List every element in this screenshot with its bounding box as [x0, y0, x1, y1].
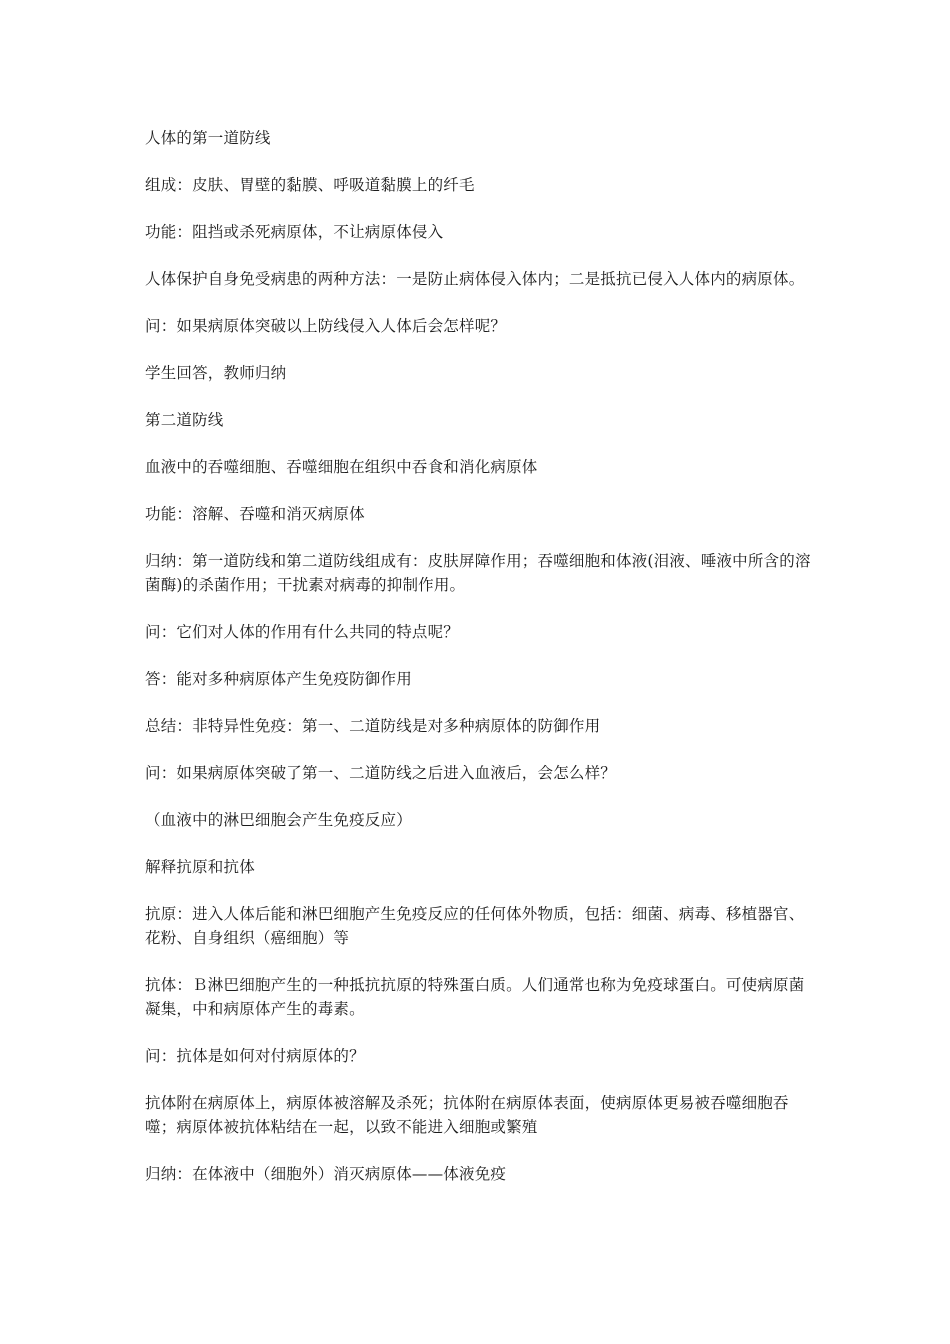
heading-first-defense: 人体的第一道防线	[145, 129, 271, 147]
second-defense-composition: 血液中的吞噬细胞、吞噬细胞在组织中吞食和消化病原体	[145, 458, 538, 476]
summary-humoral-immunity: 归纳：在体液中（细胞外）消灭病原体——体液免疫	[145, 1165, 507, 1183]
answer-common-feature: 答：能对多种病原体产生免疫防御作用	[145, 670, 412, 688]
antigen-definition: 抗原：进入人体后能和淋巴细胞产生免疫反应的任何体外物质，包括：细菌、病毒、移植器官、花粉、自身组织（癌细胞）等	[145, 905, 805, 947]
heading-second-defense: 第二道防线	[145, 411, 224, 429]
question-common-feature: 问：它们对人体的作用有什么共同的特点呢？	[145, 623, 460, 641]
antibody-definition: 抗体：Ｂ淋巴细胞产生的一种抵抗抗原的特殊蛋白质。人们通常也称为免疫球蛋白。可使病原菌凝集，中和病原体产生的毒素。	[145, 976, 805, 1018]
question-antibody-action: 问：抗体是如何对付病原体的？	[145, 1047, 365, 1065]
second-defense-function: 功能：溶解、吞噬和消灭病原体	[145, 505, 365, 523]
heading-antigen-antibody: 解释抗原和抗体	[145, 858, 255, 876]
summary-first-second: 归纳：第一道防线和第二道防线组成有：皮肤屏障作用；吞噬细胞和体液(泪液、唾液中所含的溶菌酶)的杀菌作用；干扰素对病毒的抑制作用。	[145, 552, 811, 594]
conclusion-nonspecific: 总结：非特异性免疫：第一、二道防线是对多种病原体的防御作用	[145, 717, 601, 735]
question-blood-entry: 问：如果病原体突破了第一、二道防线之后进入血液后，会怎么样？	[145, 764, 617, 782]
first-defense-function: 功能：阻挡或杀死病原体，不让病原体侵入	[145, 223, 444, 241]
protection-methods: 人体保护自身免受病患的两种方法：一是防止病体侵入体内；二是抵抗已侵入人体内的病原体。	[145, 270, 805, 288]
document-body	[145, 126, 813, 1209]
first-defense-composition: 组成：皮肤、胃壁的黏膜、呼吸道黏膜上的纤毛	[145, 176, 475, 194]
student-answer-note: 学生回答，教师归纳	[145, 364, 287, 382]
lymphocyte-response: （血液中的淋巴细胞会产生免疫反应）	[145, 811, 412, 829]
question-breach: 问：如果病原体突破以上防线侵入人体后会怎样呢？	[145, 317, 507, 335]
antibody-action: 抗体附在病原体上，病原体被溶解及杀死；抗体附在病原体表面，使病原体更易被吞噬细胞吞噬；病原体被抗体粘结在一起，以致不能进入细胞或繁殖	[145, 1094, 789, 1136]
